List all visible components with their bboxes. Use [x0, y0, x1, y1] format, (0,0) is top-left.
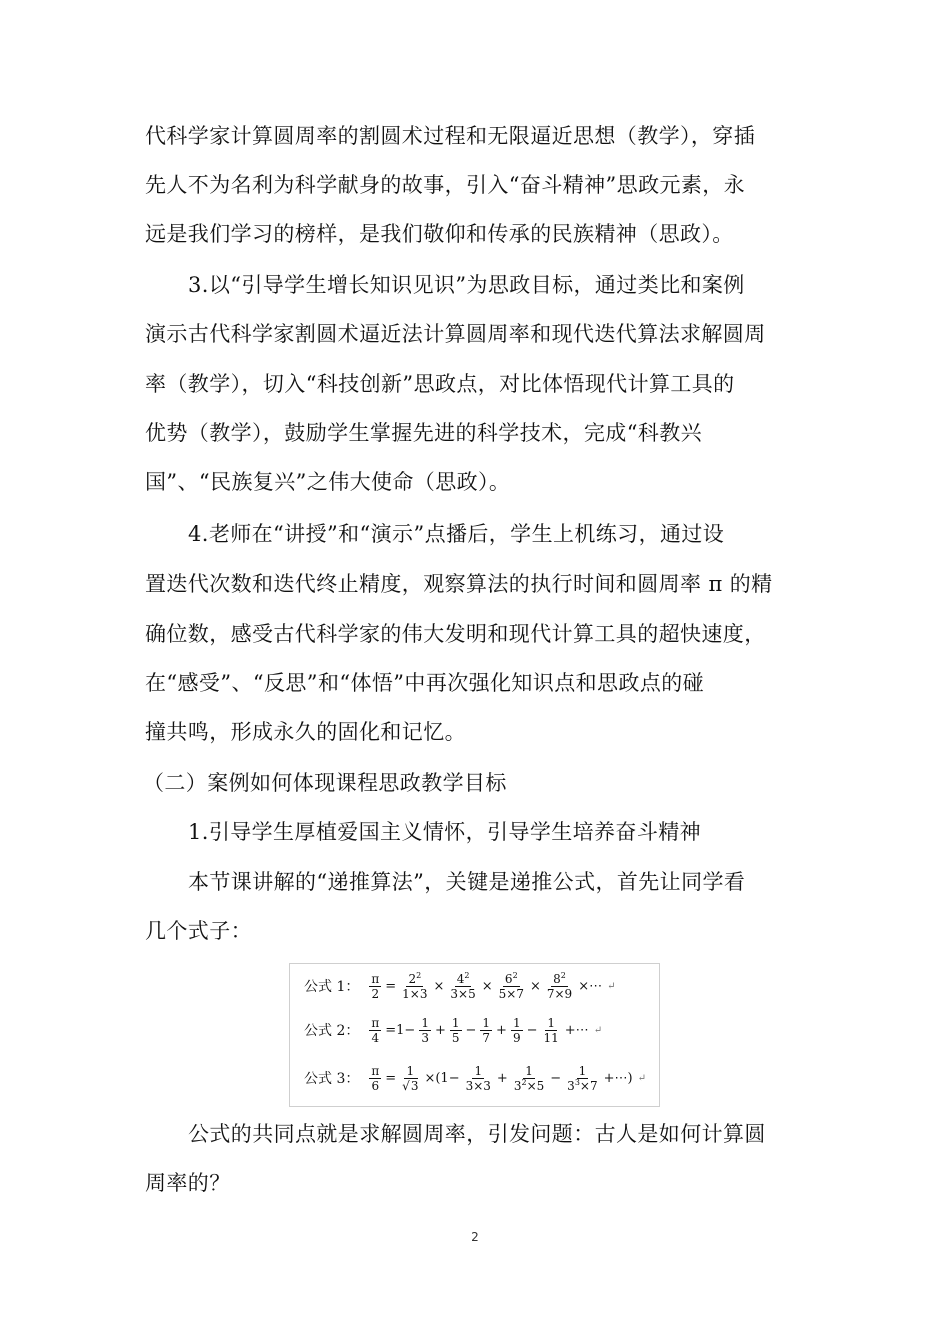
formula-3: 公式 3： $\frac{\pi}{6}$ = $\frac{1}{√3}$ ×(1− $\frac{1}{3\times 3}$ + $\frac{1}{3^2\times 5}$ − $\frac{1}{3^3\times 7}$ +⋯) ↵ — [304, 1063, 646, 1093]
formula-1: 公式 1： $\frac{\pi}{2}$ = $\frac{2^2}{1\times 3}$ × $\frac{4^2}{3\times 5}$ × $\frac{6^2}{5\times 7}$ × $\frac{8^2}{7\times 9}$ ×⋯ ↵ — [304, 970, 616, 1001]
text-line: 周率的？ — [145, 1171, 231, 1195]
page-number: 2 — [471, 1230, 479, 1244]
formula-2: 公式 2： $\frac{\pi}{4}$ =1− $\frac{1}{3}$ + $\frac{1}{5}$ − $\frac{1}{7}$ + $\frac{1}{9}$ − $\frac{1}{11}$ +⋯ ↵ — [304, 1015, 603, 1045]
text-line: 置迭代次数和迭代终止精度，观察算法的执行时间和圆周率 π 的精 — [145, 572, 773, 596]
text-line: 本节课讲解的“递推算法”，关键是递推公式，首先让同学看 — [188, 870, 746, 894]
section-heading: （二）案例如何体现课程思政教学目标 — [143, 771, 507, 795]
text-line: 确位数，感受古代科学家的伟大发明和现代计算工具的超快速度， — [145, 622, 766, 646]
formula-image — [289, 963, 660, 1107]
subheading: 1.引导学生厚植爱国主义情怀，引导学生培养奋斗精神 — [188, 820, 702, 844]
text-line: 率（教学），切入“科技创新”思政点，对比体悟现代计算工具的 — [145, 372, 735, 396]
text-line: 几个式子： — [145, 919, 252, 943]
text-line: 代科学家计算圆周率的割圆术过程和无限逼近思想（教学），穿插 — [145, 124, 756, 148]
text-line: 撞共鸣，形成永久的固化和记忆。 — [145, 720, 466, 744]
formula-1-label: 公式 1： — [304, 979, 360, 995]
text-line: 优势（教学），鼓励学生掌握先进的科学技术，完成“科教兴 — [145, 421, 703, 445]
text-line: 在“感受”、“反思”和“体悟”中再次强化知识点和思政点的碰 — [145, 671, 705, 695]
text-line: 先人不为名利为科学献身的故事，引入“奋斗精神”思政元素，永 — [145, 173, 746, 197]
text-line: 公式的共同点就是求解圆周率，引发问题：古人是如何计算圆 — [188, 1122, 766, 1146]
text-line: 国”、“民族复兴”之伟大使命（思政）。 — [145, 470, 511, 494]
text-line: 演示古代科学家割圆术逼近法计算圆周率和现代迭代算法求解圆周 — [145, 322, 766, 346]
formula-2-label: 公式 2： — [304, 1023, 360, 1039]
formula-3-label: 公式 3： — [304, 1071, 360, 1087]
text-line: 4.老师在“讲授”和“演示”点播后，学生上机练习，通过设 — [188, 522, 725, 546]
text-line: 3.以“引导学生增长知识见识”为思政目标，通过类比和案例 — [188, 273, 745, 297]
text-line: 远是我们学习的榜样，是我们敬仰和传承的民族精神（思政）。 — [145, 222, 734, 246]
